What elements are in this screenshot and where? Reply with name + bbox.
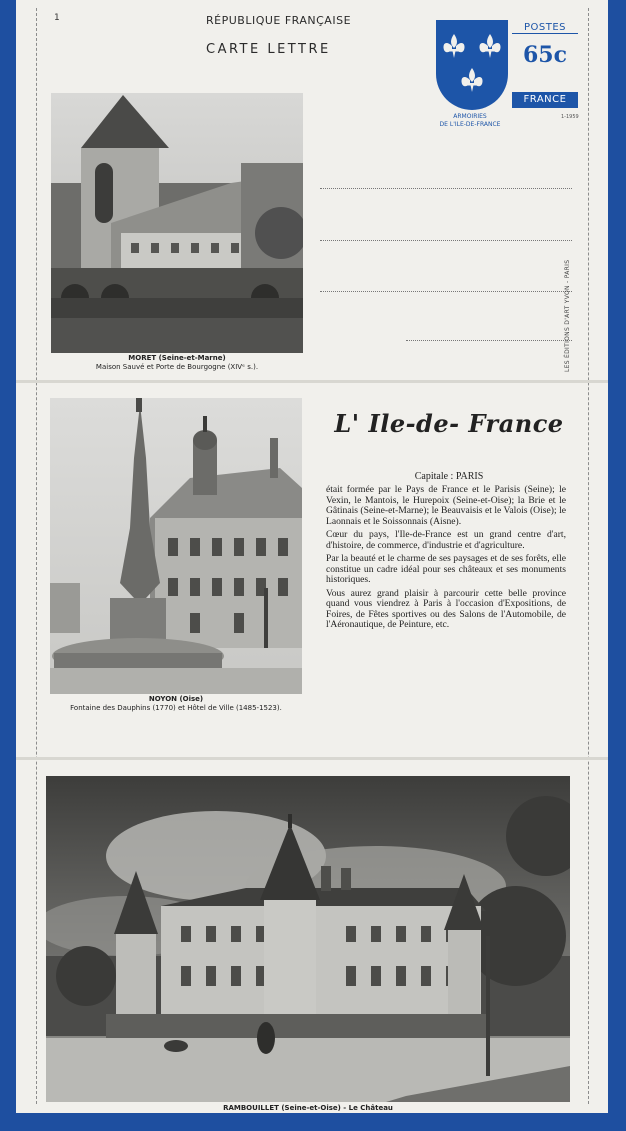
middle-panel	[16, 383, 608, 755]
address-line	[406, 340, 572, 341]
stamp-caption-line2: DE L'ILE-DE-FRANCE	[439, 121, 501, 128]
moret-caption-title: MORET (Seine-et-Marne)	[128, 354, 226, 362]
postage-stamp	[436, 20, 580, 110]
stamp-caption-line1: ARMOIRIES	[453, 113, 487, 120]
address-line	[320, 188, 572, 189]
rambouillet-photo	[46, 776, 570, 1102]
republic-heading: RÉPUBLIQUE FRANÇAISE	[206, 14, 352, 27]
fleur-de-lis-icon	[436, 20, 508, 110]
noyon-photo	[50, 398, 302, 694]
page-number: 1	[54, 13, 60, 23]
stamp-caption	[428, 113, 512, 129]
region-paragraph: Vous aurez grand plaisir à parcourir cette belle province quand vous viendrez à Paris à l'occasion d'Expositions, de Foires, de Fêtes sportives ou des Salons de l'Automobile, de l'Aéronautique, de Peinture, etc.	[326, 587, 566, 630]
region-paragraph: était formée par le Pays de France et le Parisis (Seine); le Vexin, le Mantois, le Hurepoix (Seine-et-Oise); la Brie et le Gâtinais (Seine-et-Marne); le Beauvaisis et le Valois (Oise); le Laonnais et le Soissonnais (Aisne).	[326, 484, 566, 527]
stamp-postes-label: POSTES	[512, 22, 578, 34]
stamp-value: 65c	[522, 42, 567, 68]
publisher-credit: LES ÉDITIONS D'ART YVON - PARIS	[564, 259, 571, 372]
moret-caption	[51, 354, 303, 372]
letter-card	[16, 0, 608, 1113]
bottom-panel	[16, 760, 608, 1113]
region-paragraph: Par la beauté et le charme de ses paysages et de ses forêts, elle constitue un cadre idéal pour ses châteaux et ses monuments historiques.	[326, 553, 566, 585]
region-title: L' Ile-de- France	[334, 409, 564, 438]
address-line	[320, 291, 572, 292]
moret-caption-text: Maison Sauvé et Porte de Bourgogne (XIVᵉ s.).	[95, 363, 259, 371]
region-description	[326, 485, 566, 634]
rambouillet-caption-title: RAMBOUILLET (Seine-et-Oise) - Le Château	[223, 1104, 393, 1112]
card-type-heading: CARTE LETTRE	[206, 42, 331, 57]
region-capital: Capitale : PARIS	[414, 471, 484, 482]
noyon-caption-text: Fontaine des Dauphins (1770) et Hôtel de Ville (1485-1523).	[70, 704, 282, 712]
moret-photo	[51, 93, 303, 353]
rambouillet-caption	[46, 1104, 570, 1113]
stamp-code: 1-1959	[561, 114, 579, 120]
stamp-country: FRANCE	[512, 92, 578, 108]
noyon-caption	[44, 695, 308, 713]
address-line	[320, 240, 572, 241]
region-paragraph: Cœur du pays, l'Ile-de-France est un grand centre d'art, d'histoire, de commerce, d'industrie et d'agriculture.	[326, 529, 566, 551]
noyon-caption-title: NOYON (Oise)	[148, 695, 204, 703]
top-panel	[16, 0, 608, 380]
